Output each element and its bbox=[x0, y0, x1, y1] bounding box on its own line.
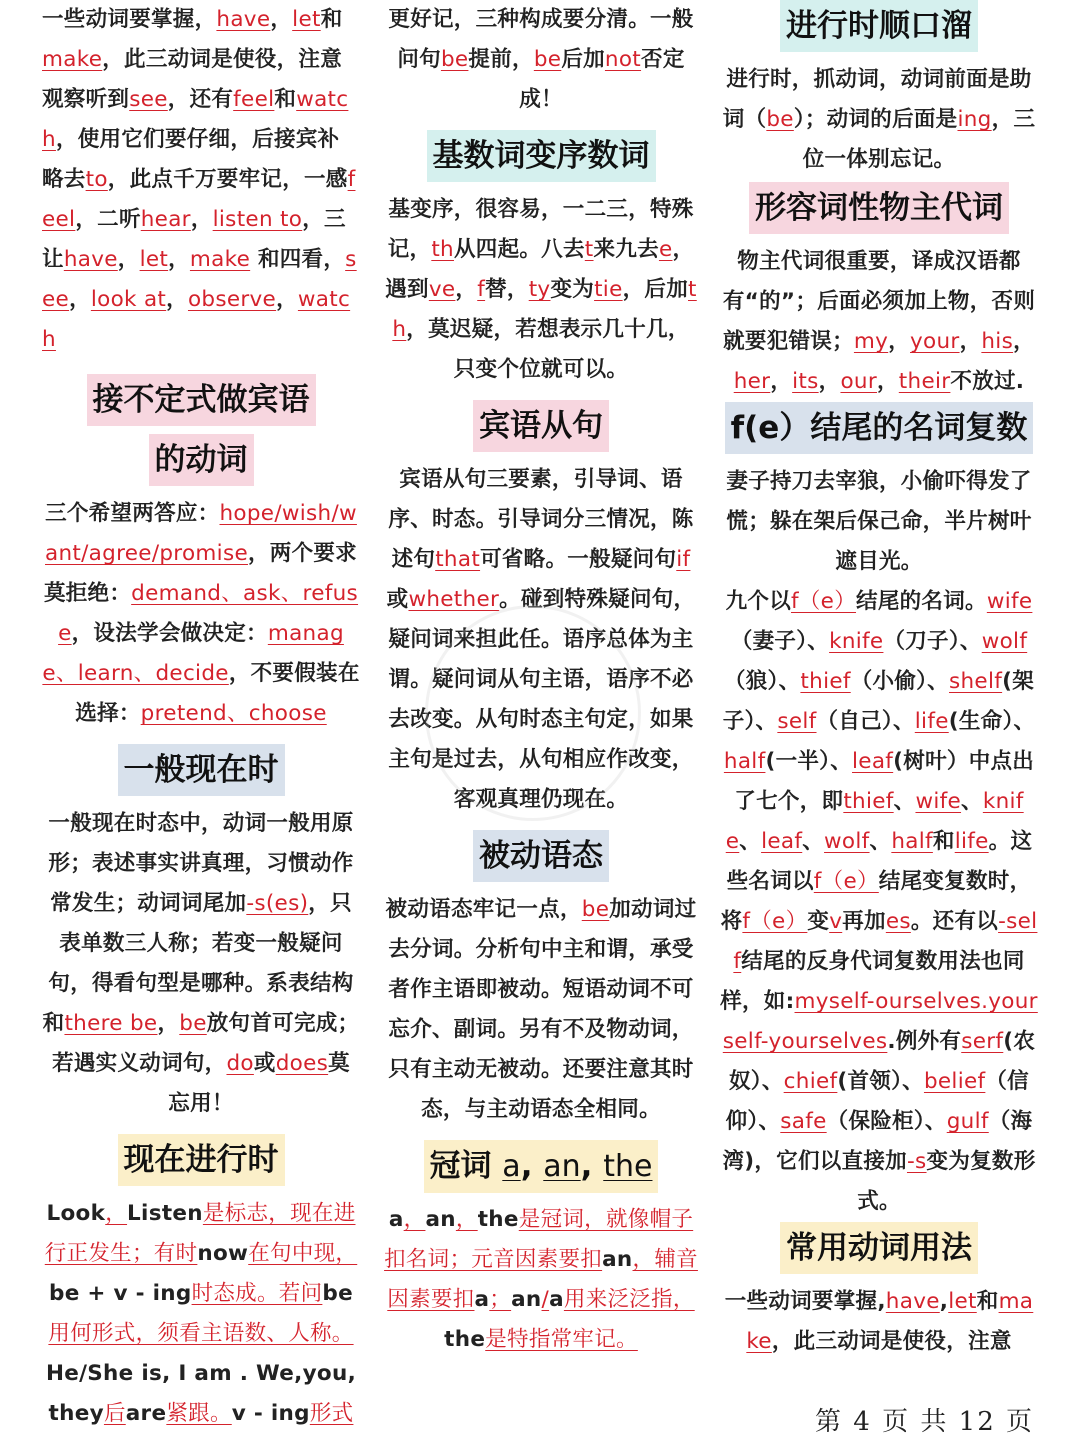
text-segment: ， bbox=[770, 369, 793, 394]
heading-simple-present: 一般现在时 bbox=[42, 744, 360, 804]
text-segment: 一般现在时态中，动词一般用原形；表述事实讲真理，习惯动作常发生；动词词尾加 bbox=[48, 811, 354, 916]
text-segment: a bbox=[388, 1207, 404, 1232]
heading-possessive-pronouns: 形容词性物主代词 bbox=[720, 182, 1038, 242]
text-segment: ， bbox=[1013, 329, 1035, 354]
highlighted-term: see bbox=[129, 87, 168, 112]
text-segment: ，两个要求莫拒绝： bbox=[43, 541, 357, 606]
text-segment: 和四看， bbox=[250, 247, 346, 272]
paragraph-common-verbs bbox=[720, 1282, 1038, 1362]
highlighted-term: look at bbox=[90, 287, 167, 312]
highlighted-term: leaf bbox=[852, 749, 894, 774]
text-segment: 九个以 bbox=[725, 589, 792, 614]
highlighted-term: watch bbox=[42, 287, 351, 352]
highlighted-term: 形式 bbox=[309, 1401, 354, 1426]
highlighted-term: listen to bbox=[212, 207, 303, 232]
text-segment: 、 bbox=[802, 829, 825, 854]
highlighted-term: self bbox=[777, 709, 817, 734]
highlighted-term: their bbox=[898, 369, 951, 394]
text-segment: 。还有以 bbox=[910, 909, 999, 934]
highlighted-term: serf bbox=[961, 1029, 1004, 1054]
highlighted-term: observe bbox=[187, 287, 277, 312]
text-segment: ，莫迟疑，若想表示几十几，只变个位就可以。 bbox=[406, 317, 690, 382]
highlighted-term: manage、learn、decide bbox=[42, 621, 344, 686]
text-segment: the bbox=[477, 1207, 519, 1232]
highlighted-term: not bbox=[604, 47, 642, 72]
highlighted-term: let bbox=[139, 247, 169, 272]
heading-fe-plurals: f(e）结尾的名词复数 bbox=[720, 402, 1038, 462]
highlighted-term: tie bbox=[594, 277, 623, 302]
text-segment: 和 bbox=[976, 1289, 999, 1314]
text-segment: now bbox=[197, 1241, 249, 1266]
highlighted-term: be bbox=[533, 47, 562, 72]
text-segment: 后加 bbox=[561, 47, 605, 72]
highlighted-term: / bbox=[541, 1287, 550, 1312]
highlighted-term: -self bbox=[733, 909, 1038, 974]
paragraph-ordinal-numbers bbox=[383, 190, 699, 390]
text-segment: (架子）、 bbox=[722, 669, 1035, 734]
text-segment: 和 bbox=[274, 87, 297, 112]
text-segment: ，不要假装在选择： bbox=[75, 661, 360, 726]
highlighted-term: its bbox=[792, 369, 819, 394]
highlighted-term: pretend、choose bbox=[140, 701, 327, 726]
highlighted-term: make bbox=[42, 47, 103, 72]
highlighted-term: 是标志，现在进行正发生；有时 bbox=[44, 1201, 356, 1266]
heading-ordinal-numbers: 基数词变序数词 bbox=[383, 130, 699, 190]
paragraph-be-questions bbox=[383, 0, 699, 120]
text-segment: an bbox=[511, 1287, 542, 1312]
text-segment: 和 bbox=[320, 7, 343, 32]
highlighted-term: hope/wish/want/agree/promise bbox=[45, 501, 357, 566]
text-segment: a bbox=[549, 1287, 564, 1312]
highlighted-term: leaf bbox=[761, 829, 803, 854]
highlighted-term: do bbox=[226, 1051, 254, 1076]
text-segment: 物主代词很重要，译成汉语都有“的”；后面必须加上物，否则就要犯错误； bbox=[722, 249, 1036, 354]
highlighted-term: that bbox=[435, 547, 481, 572]
highlighted-term: f bbox=[477, 277, 486, 302]
paragraph-infinitive-verbs bbox=[42, 494, 360, 734]
highlighted-term: es bbox=[885, 909, 911, 934]
text-segment: v - ing bbox=[231, 1401, 310, 1426]
highlighted-term: to bbox=[85, 167, 108, 192]
highlighted-term: belief bbox=[923, 1069, 986, 1094]
text-segment: ， bbox=[276, 287, 298, 312]
paragraph-object-clause bbox=[383, 460, 699, 820]
text-segment: 、 bbox=[869, 829, 892, 854]
highlighted-term: be bbox=[766, 107, 794, 132]
highlighted-term: th bbox=[392, 277, 697, 342]
highlighted-term: f（e） bbox=[813, 869, 879, 894]
highlighted-term: if bbox=[676, 547, 691, 572]
highlighted-term: have bbox=[216, 7, 271, 32]
text-segment: Listen bbox=[127, 1201, 203, 1226]
text-segment: ，三让 bbox=[42, 207, 346, 272]
paragraph-causative-verbs bbox=[42, 0, 360, 360]
text-segment: 不放过. bbox=[950, 369, 1025, 394]
text-segment: (一半）、 bbox=[765, 749, 853, 774]
text-segment: ， bbox=[888, 329, 911, 354]
text-segment: 或 bbox=[253, 1051, 276, 1076]
heading-infinitive-object: 接不定式做宾语 bbox=[42, 374, 360, 434]
column-3 bbox=[720, 0, 1038, 1362]
highlighted-term: life bbox=[954, 829, 989, 854]
highlighted-term: let bbox=[948, 1289, 977, 1314]
highlighted-term: my bbox=[853, 329, 889, 354]
text-segment: 从四起。八去 bbox=[453, 237, 585, 262]
text-segment: 基变序，很容易，一二三，特殊记， bbox=[387, 197, 694, 262]
highlighted-term: feel bbox=[42, 167, 356, 232]
text-segment: （妻子）、 bbox=[730, 629, 830, 654]
text-segment: ， bbox=[270, 7, 293, 32]
highlighted-term: ty bbox=[528, 277, 551, 302]
text-segment: （保险柜）、 bbox=[826, 1109, 947, 1134]
highlighted-term: 是冠词，就像帽子扣名词；元音因素要扣 bbox=[384, 1207, 694, 1272]
text-segment: 提前， bbox=[468, 47, 534, 72]
text-segment: ，只表单数三人称；若变一般疑问句，得看句型是哪种。系表结构和 bbox=[42, 891, 354, 1036]
text-segment: 变为 bbox=[550, 277, 595, 302]
paragraph-present-continuous bbox=[42, 1194, 360, 1434]
heading-articles: 冠词 a, an, the bbox=[383, 1140, 699, 1200]
paragraph-possessive-pronouns bbox=[720, 242, 1038, 402]
text-segment: 更好记，三种构成要分清。一般问句 bbox=[388, 7, 694, 72]
text-segment: 进行时，抓动词，动词前面是助词（ bbox=[722, 67, 1032, 132]
highlighted-term: does bbox=[275, 1051, 329, 1076]
highlighted-term: 后 bbox=[103, 1401, 126, 1426]
text-segment: .例外有 bbox=[887, 1029, 962, 1054]
highlighted-term: ， bbox=[403, 1207, 426, 1232]
highlighted-term: let bbox=[292, 7, 321, 32]
highlighted-term: watch bbox=[42, 87, 349, 152]
text-segment: ， bbox=[876, 369, 899, 394]
highlighted-term: knife bbox=[725, 789, 1024, 854]
text-segment: ，还有 bbox=[167, 87, 234, 112]
text-segment: 。这些名词以 bbox=[726, 829, 1033, 894]
text-segment: 来九去 bbox=[593, 237, 659, 262]
highlighted-term: your bbox=[910, 329, 960, 354]
highlighted-term: demand、ask、refuse bbox=[58, 581, 359, 646]
text-segment: (首领）、 bbox=[837, 1069, 924, 1094]
highlighted-term: have bbox=[885, 1289, 940, 1314]
highlighted-term: chief bbox=[783, 1069, 838, 1094]
highlighted-term: half bbox=[891, 829, 933, 854]
highlighted-term: his bbox=[981, 329, 1014, 354]
highlighted-term: t bbox=[584, 237, 594, 262]
text-segment: 、 bbox=[893, 789, 916, 814]
heading-object-clause: 宾语从句 bbox=[383, 400, 699, 460]
text-segment: He/She is, I am . We,you, they bbox=[45, 1361, 357, 1426]
highlighted-term: safe bbox=[780, 1109, 827, 1134]
highlighted-term: 是特指常牢记。 bbox=[485, 1327, 638, 1352]
highlighted-term: ， bbox=[105, 1201, 128, 1226]
highlighted-term: ， bbox=[455, 1207, 478, 1232]
heading-continuous-rhyme: 进行时顺口溜 bbox=[720, 0, 1038, 60]
column-1 bbox=[42, 0, 360, 1434]
text-segment: 结尾的名词。 bbox=[856, 589, 987, 614]
highlighted-term: our bbox=[840, 369, 877, 394]
text-segment: Look bbox=[46, 1201, 106, 1226]
text-segment: （狼）、 bbox=[723, 669, 801, 694]
highlighted-term: life bbox=[914, 709, 949, 734]
text-segment: 变 bbox=[807, 909, 830, 934]
text-segment: 和 bbox=[932, 829, 955, 854]
text-segment: ，此三动词是使役，注意 bbox=[771, 1329, 1012, 1354]
heading-present-continuous: 现在进行时 bbox=[42, 1134, 360, 1194]
highlighted-term: be bbox=[440, 47, 469, 72]
text-segment: 结尾变复数时，将 bbox=[720, 869, 1032, 934]
highlighted-term: be bbox=[179, 1011, 207, 1036]
text-segment: 加动词过去分词。分析句中主和谓，承受者作主语即被动。短语动词不可忘介、副词。另有不及物动词，只有主动无被动。还要注意其时态，与主动语态全相同。 bbox=[388, 897, 697, 1122]
highlighted-term: her bbox=[733, 369, 771, 394]
text-segment: 或 bbox=[386, 587, 409, 612]
text-segment: ， bbox=[157, 1011, 180, 1036]
text-segment: 、 bbox=[961, 789, 983, 814]
text-segment: ，二听 bbox=[75, 207, 141, 232]
text-segment: 被动语态牢记一点， bbox=[385, 897, 582, 922]
highlighted-term: f（e） bbox=[742, 909, 808, 934]
text-segment: 再加 bbox=[842, 909, 886, 934]
text-segment: , bbox=[939, 1289, 949, 1314]
text-segment: an bbox=[425, 1207, 456, 1232]
text-segment: ，后加 bbox=[622, 277, 689, 302]
text-segment: （信仰）、 bbox=[725, 1069, 1029, 1134]
text-segment: ，遇到 bbox=[385, 237, 695, 302]
text-segment: ， bbox=[168, 247, 190, 272]
text-segment: 结尾的反身代词复数用法也同样，如: bbox=[720, 949, 1025, 1014]
highlighted-term: ，辅音因素要扣 bbox=[387, 1247, 698, 1312]
highlighted-term: there be bbox=[64, 1011, 158, 1036]
text-segment: 一些动词要掌握， bbox=[42, 7, 217, 32]
text-segment: ， bbox=[455, 277, 478, 302]
highlighted-term: 紧跟。 bbox=[166, 1401, 232, 1426]
highlighted-term: th bbox=[431, 237, 454, 262]
highlighted-term: feel bbox=[233, 87, 275, 112]
text-segment: ， bbox=[959, 329, 982, 354]
text-segment: a bbox=[474, 1287, 490, 1312]
text-segment: (生命）、 bbox=[948, 709, 1036, 734]
text-segment: 否定成！ bbox=[519, 47, 685, 112]
highlighted-term: myself-ourselves.yourself-yourselves bbox=[722, 989, 1038, 1054]
text-segment: the bbox=[444, 1327, 486, 1352]
highlighted-term: half bbox=[723, 749, 766, 774]
highlighted-term: e bbox=[658, 237, 673, 262]
highlighted-term: ； bbox=[489, 1287, 512, 1312]
text-segment: 宾语从句三要素，引导词、语序、时态。引导词分三情况，陈述句 bbox=[388, 467, 694, 572]
text-segment: ，使用它们要仔细，后接宾补略去 bbox=[42, 127, 340, 192]
text-segment: （自己）、 bbox=[816, 709, 915, 734]
text-segment: 、 bbox=[739, 829, 762, 854]
text-segment: ，设法学会做决定： bbox=[71, 621, 268, 646]
text-segment: ，此三动词是使役，注意观察听到 bbox=[42, 47, 343, 112]
text-segment: ，此点千万要牢记，一感 bbox=[107, 167, 348, 192]
text-segment: ， bbox=[117, 247, 140, 272]
highlighted-term: thief bbox=[843, 789, 894, 814]
heading-passive-voice: 被动语态 bbox=[383, 830, 699, 890]
highlighted-term: be bbox=[581, 897, 610, 922]
text-segment: be + v - ing bbox=[49, 1281, 192, 1306]
highlighted-term: knife bbox=[829, 629, 884, 654]
paragraph-fe-nouns bbox=[720, 582, 1038, 1222]
highlighted-term: ing bbox=[957, 107, 992, 132]
highlighted-term: 在句中现， bbox=[248, 1241, 358, 1266]
highlighted-term: shelf bbox=[949, 669, 1003, 694]
highlighted-term: wolf bbox=[824, 829, 870, 854]
text-segment: 三个希望两答应： bbox=[45, 501, 220, 526]
highlighted-term: have bbox=[63, 247, 118, 272]
heading-common-verbs: 常用动词用法 bbox=[720, 1222, 1038, 1282]
highlighted-term: hear bbox=[140, 207, 191, 232]
text-segment: ， bbox=[818, 369, 841, 394]
text-segment: 替， bbox=[485, 277, 529, 302]
paragraph-articles bbox=[383, 1200, 699, 1360]
text-segment: an bbox=[602, 1247, 633, 1272]
text-segment: (树叶）中点出了七个，即 bbox=[734, 749, 1035, 814]
highlighted-term: v bbox=[829, 909, 843, 934]
paragraph-passive-voice bbox=[383, 890, 699, 1130]
highlighted-term: f（e） bbox=[791, 589, 857, 614]
text-segment: 莫忘用！ bbox=[168, 1051, 350, 1116]
text-segment: ）；动词的后面是 bbox=[793, 107, 958, 132]
text-segment: 变为复数形式。 bbox=[857, 1149, 1036, 1214]
text-segment: be bbox=[322, 1281, 353, 1306]
text-segment: ， bbox=[166, 287, 188, 312]
highlighted-term: make bbox=[189, 247, 251, 272]
text-segment: 妻子持刀去宰狼，小偷吓得发了慌；躲在架后保己命，半片树叶遮目光。 bbox=[726, 469, 1032, 574]
paragraph-simple-present bbox=[42, 804, 360, 1124]
text-segment: 。碰到特殊疑问句，疑问词来担此任。语序总体为主谓。疑问词从句主语，语序不必去改变。从句时态主句定，如果主句是过去，从句相应作改变，客观真理仍现在。 bbox=[388, 587, 696, 812]
column-2 bbox=[383, 0, 699, 1360]
text-segment: 一些动词要掌握, bbox=[724, 1289, 886, 1314]
page-number: 第 4 页 共 12 页 bbox=[815, 1407, 1034, 1437]
paragraph-continuous-rhyme bbox=[720, 60, 1038, 180]
text-segment: 放句首可完成；若遇实义动词句， bbox=[52, 1011, 360, 1076]
highlighted-term: gulf bbox=[946, 1109, 989, 1134]
highlighted-term: 时态成。若问 bbox=[191, 1281, 323, 1306]
highlighted-term: see bbox=[42, 247, 357, 312]
text-segment: （海湾)，它们以直接加 bbox=[722, 1109, 1033, 1174]
highlighted-term: thief bbox=[800, 669, 851, 694]
highlighted-term: make bbox=[746, 1289, 1034, 1354]
highlighted-term: 用来泛泛指， bbox=[563, 1287, 695, 1312]
highlighted-term: ve bbox=[428, 277, 456, 302]
highlighted-term: wife bbox=[986, 589, 1033, 614]
highlighted-term: wolf bbox=[981, 629, 1028, 654]
text-segment: (农奴）、 bbox=[729, 1029, 1036, 1094]
text-segment: （小偷）、 bbox=[850, 669, 949, 694]
text-segment: are bbox=[125, 1401, 167, 1426]
highlighted-term: 用何形式，须看主语数、人称。 bbox=[48, 1321, 354, 1346]
highlighted-term: wife bbox=[915, 789, 962, 814]
text-segment: ， bbox=[190, 207, 213, 232]
text-segment: ，三位一体别忘记。 bbox=[802, 107, 1036, 172]
paragraph-fe-rhyme bbox=[720, 462, 1038, 582]
text-segment: （刀子）、 bbox=[883, 629, 982, 654]
highlighted-term: whether bbox=[408, 587, 500, 612]
highlighted-term: -s(es) bbox=[246, 891, 309, 916]
text-segment: 可省略。一般疑问句 bbox=[480, 547, 677, 572]
highlighted-term: -s bbox=[906, 1149, 927, 1174]
heading-infinitive-object-2: 的动词 bbox=[42, 434, 360, 494]
text-segment: ， bbox=[69, 287, 91, 312]
